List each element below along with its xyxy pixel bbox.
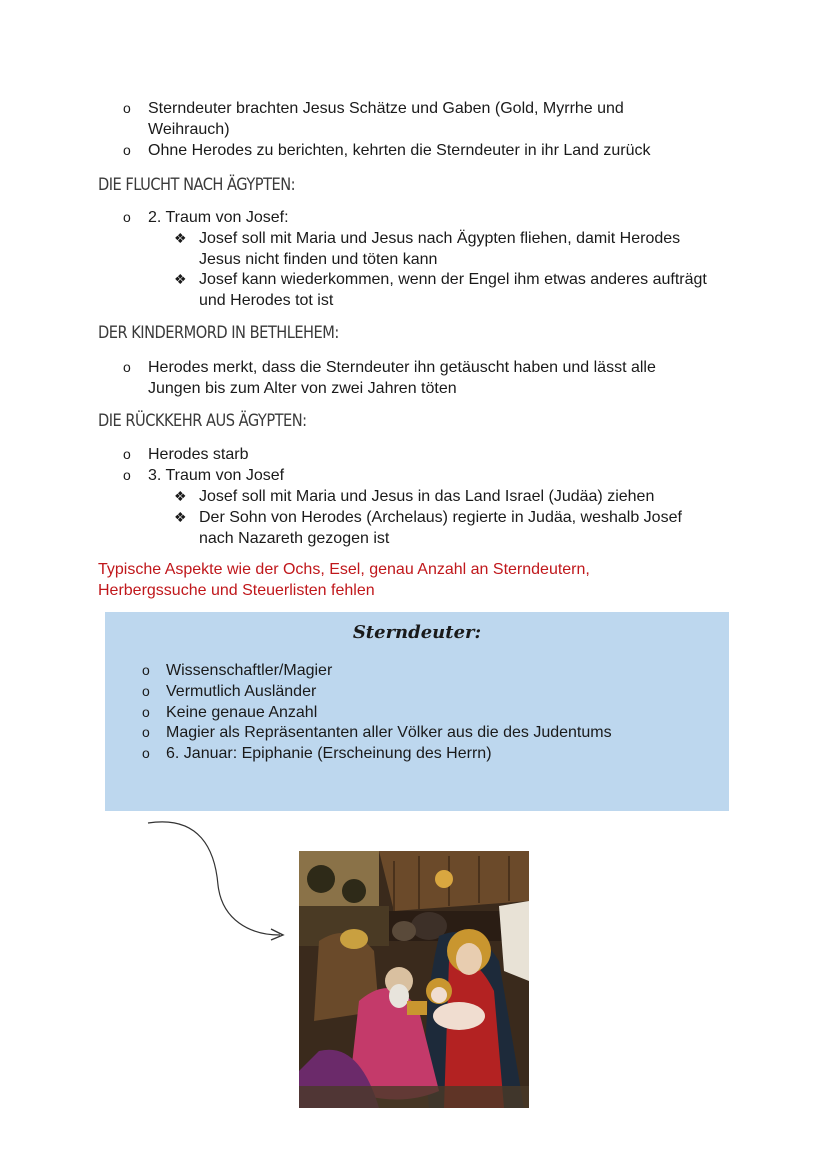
- note-line: Typische Aspekte wie der Ochs, Esel, genau Anzahl an Sterndeutern,: [98, 561, 590, 578]
- diamond-bullet: ❖: [174, 509, 187, 525]
- section-heading: DIE FLUCHT NACH ÄGYPTEN:: [98, 175, 296, 195]
- text-line: Jesus nicht finden und töten kann: [199, 251, 438, 268]
- curved-arrow-icon: [140, 815, 300, 945]
- box-item: Magier als Repräsentanten aller Völker aus die des Judentums: [166, 724, 612, 741]
- box-item: 6. Januar: Epiphanie (Erscheinung des Herrn): [166, 745, 492, 762]
- circle-bullet: o: [142, 704, 150, 720]
- note-line: Herbergssuche und Steuerlisten fehlen: [98, 582, 375, 599]
- box-item: Keine genaue Anzahl: [166, 704, 318, 721]
- text-line: Josef kann wiederkommen, wenn der Engel ihm etwas anderes aufträgt: [199, 271, 707, 288]
- text-line: Ohne Herodes zu berichten, kehrten die Sterndeuter in ihr Land zurück: [148, 142, 651, 159]
- text-line: Weihrauch): [148, 121, 230, 138]
- text-line: Der Sohn von Herodes (Archelaus) regierte in Judäa, weshalb Josef: [199, 509, 682, 526]
- section-heading: DER KINDERMORD IN BETHLEHEM:: [98, 323, 339, 343]
- circle-bullet: o: [142, 662, 150, 678]
- diamond-bullet: ❖: [174, 488, 187, 504]
- circle-bullet: o: [142, 745, 150, 761]
- circle-bullet: o: [123, 467, 131, 483]
- text-line: Sterndeuter brachten Jesus Schätze und Gaben (Gold, Myrrhe und: [148, 100, 624, 117]
- text-line: und Herodes tot ist: [199, 292, 334, 309]
- circle-bullet: o: [123, 209, 131, 225]
- text-line: 2. Traum von Josef:: [148, 209, 289, 226]
- diamond-bullet: ❖: [174, 271, 187, 287]
- circle-bullet: o: [123, 359, 131, 375]
- text-line: Herodes starb: [148, 446, 249, 463]
- text-line: Jungen bis zum Alter von zwei Jahren töten: [148, 380, 457, 397]
- diamond-bullet: ❖: [174, 230, 187, 246]
- text-line: Herodes merkt, dass die Sterndeuter ihn getäuscht haben und lässt alle: [148, 359, 656, 376]
- circle-bullet: o: [123, 142, 131, 158]
- circle-bullet: o: [123, 100, 131, 116]
- section-heading: DIE RÜCKKEHR AUS ÄGYPTEN:: [98, 411, 307, 431]
- circle-bullet: o: [123, 446, 131, 462]
- circle-bullet: o: [142, 683, 150, 699]
- text-line: nach Nazareth gezogen ist: [199, 530, 390, 547]
- box-item: Vermutlich Ausländer: [166, 683, 317, 700]
- text-line: Josef soll mit Maria und Jesus nach Ägypten fliehen, damit Herodes: [199, 230, 681, 247]
- box-item: Wissenschaftler/Magier: [166, 662, 333, 679]
- info-box: [105, 612, 729, 811]
- text-line: Josef soll mit Maria und Jesus in das Land Israel (Judäa) ziehen: [199, 488, 655, 505]
- box-title: Sterndeuter:: [352, 622, 482, 643]
- circle-bullet: o: [142, 724, 150, 740]
- text-line: 3. Traum von Josef: [148, 467, 285, 484]
- nativity-painting: [299, 851, 529, 1108]
